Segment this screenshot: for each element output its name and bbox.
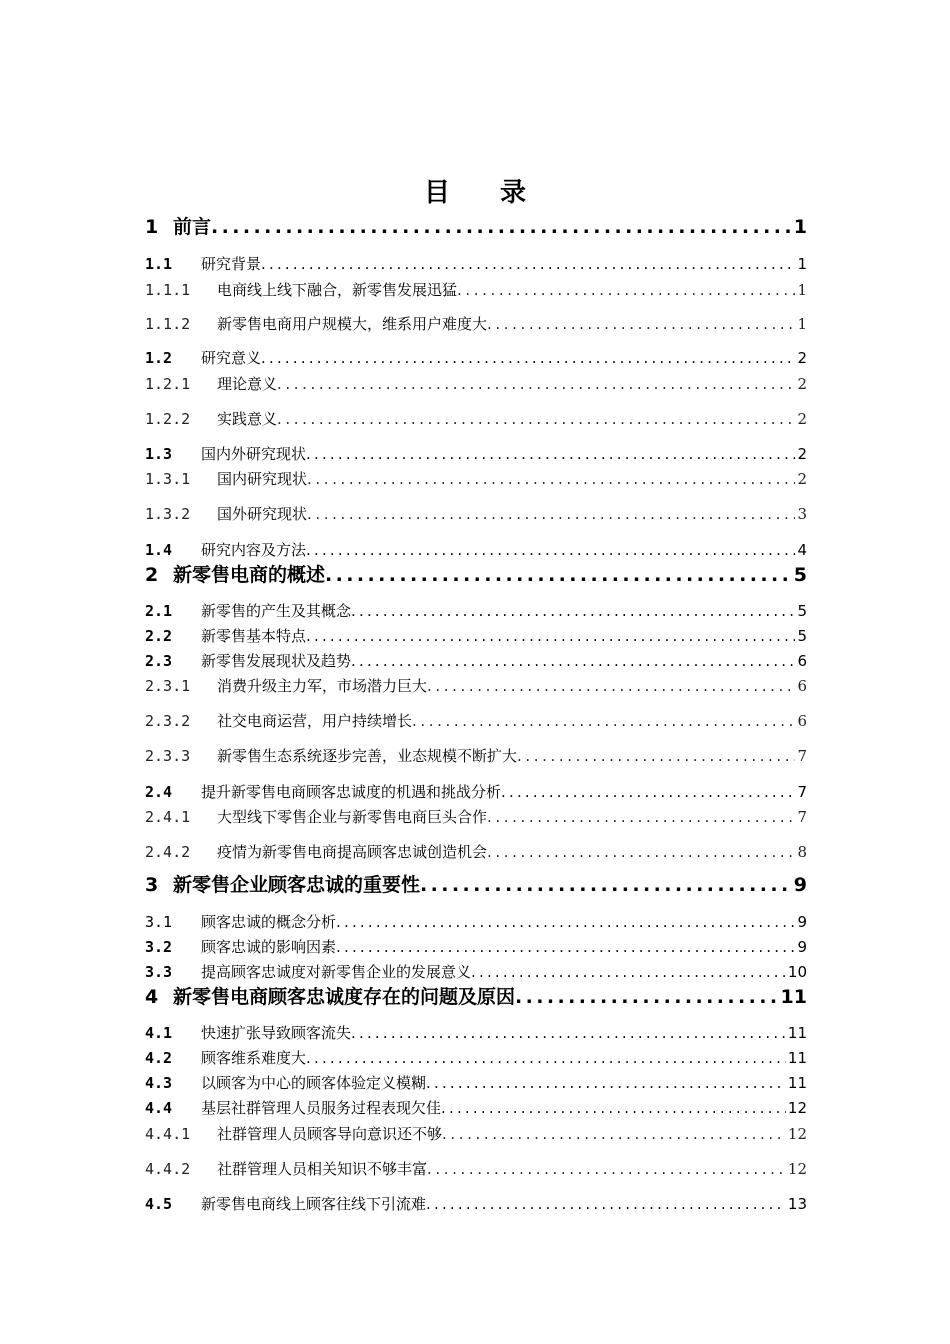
dot-leader — [261, 349, 795, 367]
dot-leader — [487, 315, 795, 333]
entry-number: 2 — [145, 564, 159, 586]
toc-entry-subsection[interactable] — [145, 712, 807, 730]
entry-page: 7 — [797, 808, 807, 826]
toc-entry-subsection[interactable] — [145, 1125, 807, 1143]
toc-heading: 目录 — [423, 178, 576, 208]
dot-leader — [426, 1195, 786, 1213]
entry-title: 新零售的产生及其概念 — [201, 602, 352, 620]
entry-page: 1 — [797, 255, 807, 273]
toc-entry-section[interactable] — [145, 255, 807, 273]
entry-title: 前言 — [173, 216, 212, 238]
entry-title: 社群管理人员相关知识不够丰富 — [217, 1160, 428, 1178]
entry-title: 实践意义 — [217, 410, 278, 428]
dot-leader — [442, 1125, 786, 1143]
dot-leader — [261, 255, 795, 273]
toc-entry-section[interactable] — [145, 627, 807, 645]
entry-number: 2.2 — [145, 627, 173, 645]
entry-page: 11 — [787, 1049, 807, 1067]
toc-entry-subsection[interactable] — [145, 410, 807, 428]
entry-number: 4.4.1 — [145, 1125, 191, 1143]
toc-entry-section[interactable] — [145, 1195, 807, 1213]
entry-title: 新零售发展现状及趋势 — [201, 652, 352, 670]
entry-number: 2.1 — [145, 602, 173, 620]
entry-title: 新零售电商的概述 — [173, 564, 326, 586]
toc-entry-section[interactable] — [145, 349, 807, 367]
toc-entry-section[interactable] — [145, 445, 807, 463]
entry-number: 1.2.2 — [145, 410, 191, 428]
entry-title: 新零售电商线上顾客往线下引流难 — [201, 1195, 427, 1213]
dot-leader — [325, 564, 792, 587]
dot-leader — [336, 938, 795, 956]
entry-page: 2 — [797, 410, 807, 428]
entry-title: 消费升级主力军，市场潜力巨大 — [217, 677, 428, 695]
dot-leader — [412, 712, 795, 730]
entry-title: 新零售电商用户规模大，维系用户难度大 — [217, 315, 488, 333]
entry-number: 1.3.1 — [145, 470, 191, 488]
dot-leader — [277, 410, 795, 428]
entry-page: 11 — [787, 1024, 807, 1042]
entry-number: 2.3 — [145, 652, 173, 670]
toc-entry-subsection[interactable] — [145, 281, 807, 299]
entry-title: 研究背景 — [201, 255, 262, 273]
toc-entry-section[interactable] — [145, 1024, 807, 1042]
dot-leader — [306, 1049, 786, 1067]
entry-page: 2 — [797, 470, 807, 488]
entry-page: 11 — [780, 986, 807, 1008]
entry-number: 1.3.2 — [145, 505, 191, 523]
toc-entry-section[interactable] — [145, 938, 807, 956]
dot-leader — [351, 1024, 786, 1042]
dot-leader — [420, 874, 792, 897]
entry-page: 6 — [797, 652, 807, 670]
toc-entry-section[interactable] — [145, 913, 807, 931]
dot-leader — [277, 375, 795, 393]
entry-number: 4.1 — [145, 1024, 173, 1042]
entry-title: 国内研究现状 — [217, 470, 308, 488]
dot-leader — [306, 445, 795, 463]
entry-number: 1.2.1 — [145, 375, 191, 393]
entry-page: 4 — [797, 541, 807, 559]
toc-entry-section[interactable] — [145, 652, 807, 670]
entry-page: 11 — [787, 1074, 807, 1092]
toc-entry-chapter[interactable] — [145, 874, 807, 897]
entry-number: 2.3.1 — [145, 677, 191, 695]
entry-title: 社群管理人员顾客导向意识还不够 — [217, 1125, 443, 1143]
entry-page: 12 — [787, 1099, 807, 1117]
entry-page: 6 — [797, 677, 807, 695]
entry-page: 2 — [797, 445, 807, 463]
entry-page: 1 — [797, 281, 807, 299]
entry-title: 基层社群管理人员服务过程表现欠佳 — [201, 1099, 442, 1117]
entry-page: 7 — [797, 783, 807, 801]
entry-page: 2 — [797, 349, 807, 367]
entry-page: 12 — [787, 1160, 807, 1178]
dot-leader — [515, 986, 779, 1009]
toc-entry-subsection[interactable] — [145, 1160, 807, 1178]
dot-leader — [306, 627, 795, 645]
dot-leader — [441, 1099, 786, 1117]
entry-title: 新零售生态系统逐步完善，业态规模不断扩大 — [217, 747, 518, 765]
toc-entry-chapter[interactable] — [145, 564, 807, 587]
entry-page: 10 — [787, 963, 807, 981]
entry-number: 3.2 — [145, 938, 173, 956]
toc-entry-section[interactable] — [145, 1049, 807, 1067]
toc-entry-subsection[interactable] — [145, 315, 807, 333]
entry-number: 2.4 — [145, 783, 173, 801]
dot-leader — [471, 963, 786, 981]
entry-title: 顾客维系难度大 — [201, 1049, 307, 1067]
toc-entry-subsection[interactable] — [145, 677, 807, 695]
entry-number: 4 — [145, 986, 159, 1008]
entry-page: 9 — [793, 874, 807, 896]
entry-page: 2 — [797, 375, 807, 393]
dot-leader — [351, 652, 795, 670]
entry-page: 9 — [797, 938, 807, 956]
entry-number: 2.4.1 — [145, 808, 191, 826]
dot-leader — [427, 1160, 786, 1178]
entry-page: 7 — [797, 747, 807, 765]
toc-entry-chapter[interactable] — [145, 986, 807, 1009]
entry-title: 以顾客为中心的顾客体验定义模糊 — [201, 1074, 427, 1092]
entry-title: 研究意义 — [201, 349, 262, 367]
entry-title: 快速扩张导致顾客流失 — [201, 1024, 352, 1042]
entry-page: 3 — [797, 505, 807, 523]
dot-leader — [487, 843, 795, 861]
toc-entry-subsection[interactable] — [145, 375, 807, 393]
entry-number: 4.5 — [145, 1195, 173, 1213]
entry-number: 2.3.3 — [145, 747, 191, 765]
entry-title: 提升新零售电商顾客忠诚度的机遇和挑战分析 — [201, 783, 502, 801]
entry-page: 13 — [787, 1195, 807, 1213]
entry-number: 1 — [145, 216, 159, 238]
entry-title: 新零售电商顾客忠诚度存在的问题及原因 — [173, 986, 516, 1008]
toc-entry-subsection[interactable] — [145, 470, 807, 488]
entry-title: 顾客忠诚的概念分析 — [201, 913, 337, 931]
entry-title: 疫情为新零售电商提高顾客忠诚创造机会 — [217, 843, 488, 861]
entry-title: 电商线上线下融合，新零售发展迅猛 — [217, 281, 458, 299]
toc-entry-section[interactable] — [145, 1099, 807, 1117]
entry-title: 研究内容及方法 — [201, 541, 307, 559]
entry-number: 4.3 — [145, 1074, 173, 1092]
entry-number: 1.2 — [145, 349, 173, 367]
entry-number: 3.3 — [145, 963, 173, 981]
dot-leader — [307, 470, 795, 488]
entry-page: 9 — [797, 913, 807, 931]
toc-entry-subsection[interactable] — [145, 505, 807, 523]
entry-page: 5 — [797, 602, 807, 620]
entry-number: 1.4 — [145, 541, 173, 559]
entry-number: 1.1.2 — [145, 315, 191, 333]
toc-entry-section[interactable] — [145, 963, 807, 981]
entry-number: 1.1 — [145, 255, 173, 273]
toc-entry-section[interactable] — [145, 541, 807, 559]
dot-leader — [211, 216, 792, 239]
dot-leader — [427, 677, 795, 695]
dot-leader — [307, 505, 795, 523]
dot-leader — [426, 1074, 786, 1092]
entry-title: 新零售企业顾客忠诚的重要性 — [173, 874, 421, 896]
toc-entry-chapter[interactable] — [145, 216, 807, 239]
entry-number: 2.3.2 — [145, 712, 191, 730]
entry-number: 3.1 — [145, 913, 173, 931]
entry-title: 国内外研究现状 — [201, 445, 307, 463]
entry-page: 1 — [797, 315, 807, 333]
toc-entry-subsection[interactable] — [145, 808, 807, 826]
entry-number: 2.4.2 — [145, 843, 191, 861]
entry-title: 理论意义 — [217, 375, 278, 393]
entry-number: 4.2 — [145, 1049, 173, 1067]
entry-title: 提高顾客忠诚度对新零售企业的发展意义 — [201, 963, 472, 981]
toc-entry-subsection[interactable] — [145, 843, 807, 861]
toc-entry-section[interactable] — [145, 783, 807, 801]
entry-number: 1.3 — [145, 445, 173, 463]
entry-page: 1 — [793, 216, 807, 238]
entry-page: 6 — [797, 712, 807, 730]
entry-page: 8 — [797, 843, 807, 861]
entry-number: 1.1.1 — [145, 281, 191, 299]
entry-number: 3 — [145, 874, 159, 896]
dot-leader — [487, 808, 795, 826]
toc-entry-section[interactable] — [145, 602, 807, 620]
toc-entry-subsection[interactable] — [145, 747, 807, 765]
entry-page: 5 — [793, 564, 807, 586]
dot-leader — [501, 783, 795, 801]
entry-title: 社交电商运营，用户持续增长 — [217, 712, 413, 730]
entry-page: 12 — [787, 1125, 807, 1143]
dot-leader — [306, 541, 795, 559]
dot-leader — [351, 602, 795, 620]
entry-number: 4.4 — [145, 1099, 173, 1117]
entry-title: 大型线下零售企业与新零售电商巨头合作 — [217, 808, 488, 826]
dot-leader — [457, 281, 795, 299]
dot-leader — [517, 747, 795, 765]
toc-entry-section[interactable] — [145, 1074, 807, 1092]
entry-title: 国外研究现状 — [217, 505, 308, 523]
dot-leader — [336, 913, 795, 931]
entry-page: 5 — [797, 627, 807, 645]
entry-title: 顾客忠诚的影响因素 — [201, 938, 337, 956]
entry-number: 4.4.2 — [145, 1160, 191, 1178]
entry-title: 新零售基本特点 — [201, 627, 307, 645]
